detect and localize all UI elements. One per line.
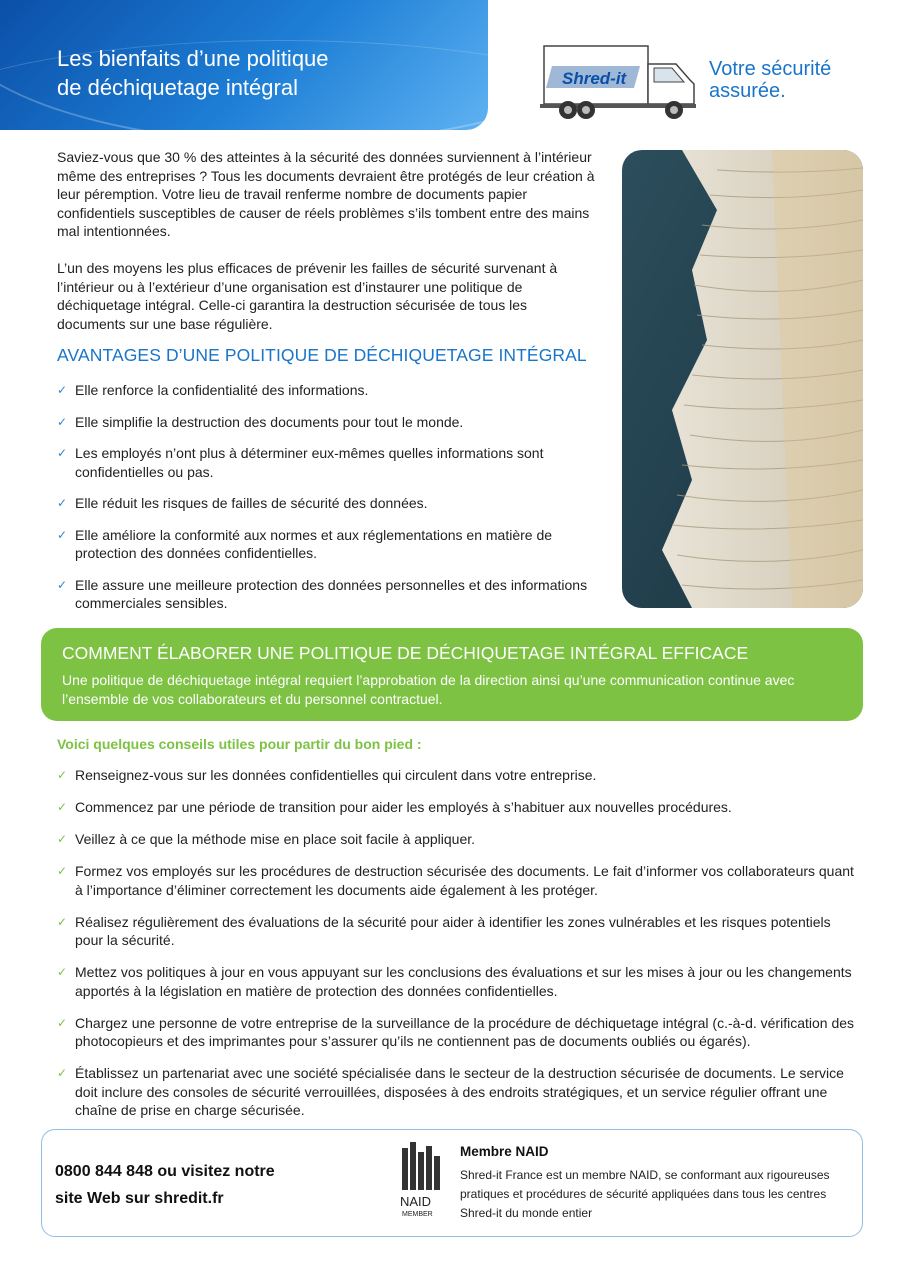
list-item-text: Chargez une personne de votre entreprise de la surveillance de la procédure de déchiquetage intégral (c.-à-d. vérification des photocopieurs et des imprimantes pour s’assurer qu’ils ne contiennent pas de documents oubliés ou égarés). <box>75 1014 855 1049</box>
check-icon: ✓ <box>57 768 68 782</box>
naid-title: Membre NAID <box>460 1144 549 1159</box>
check-icon: ✓ <box>57 527 68 542</box>
list-item <box>57 381 597 400</box>
list-item-text: Elle assure une meilleure protection des données personnelles et des informations commerciales sensibles. <box>75 576 588 611</box>
tips-title: Voici quelques conseils utiles pour partir du bon pied : <box>57 736 422 752</box>
list-item <box>57 913 857 950</box>
naid-text: Shred-it France est un membre NAID, se conformant aux rigoureuses pratiques et procédures de sécurité appliquées dans tous les centres Shred-it du monde entier <box>460 1168 830 1220</box>
naid-logo <box>400 1142 442 1218</box>
naid-logo-text: NAID <box>400 1194 432 1209</box>
intro-paragraph-2: L’un des moyens les plus efficaces de prévenir les failles de sécurité survenant à l’intérieur ou à l’extérieur d’une organisation est d’instaurer une politique de déchiquetage intégral. Celle-ci garantira la destruction sécurisée de tous les documents sur une base régulière. <box>57 260 558 332</box>
list-item-text: Elle simplifie la destruction des documents pour tout le monde. <box>75 413 464 430</box>
page-title-line2: de déchiquetage intégral <box>57 75 298 100</box>
page-title <box>57 44 329 102</box>
check-icon: ✓ <box>57 383 68 397</box>
list-item <box>57 1064 857 1120</box>
list-item <box>57 963 857 1000</box>
page-title-line1: Les bienfaits d’une politique <box>57 46 329 71</box>
list-item-text: Veillez à ce que la méthode mise en place soit facile à appliquer. <box>75 831 476 847</box>
list-item-text: Elle améliore la conformité aux normes et aux réglementations en matière de protection des données confidentielles. <box>75 526 553 561</box>
tagline-line2: assurée. <box>709 80 786 102</box>
shredit-truck-logo <box>540 44 700 122</box>
truck-logo-text: Shred-it <box>562 69 627 88</box>
footer-box <box>41 1129 863 1237</box>
check-icon: ✓ <box>57 496 68 510</box>
check-icon: ✓ <box>57 1066 68 1080</box>
list-item <box>57 830 857 849</box>
intro-paragraph-1: Saviez-vous que 30 % des atteintes à la sécurité des données surviennent à l’intérieur même des entreprises ? Tous les documents devraient être protégés de leur création à leur péremption. Votre lieu de travail renferme nombre de documents papier confidentiels susceptibles de causer de réels problèmes s’ils tombent entre des mains mal intentionnées. <box>57 149 595 239</box>
advantages-list <box>57 381 597 626</box>
list-item-text: Réalisez régulièrement des évaluations de la sécurité pour aider à identifier les zones vulnérables et les risques potentiels pour la sécurité. <box>75 913 831 948</box>
list-item <box>57 1014 857 1051</box>
list-item-text: Mettez vos politiques à jour en vous appuyant sur les conclusions des évaluations et sur les mises à jour ou les changements apportés à la législation en matière de protection des données confidentielles. <box>75 964 852 999</box>
list-item-text: Renseignez-vous sur les données confidentielles qui circulent dans votre entreprise. <box>75 767 597 783</box>
how-to-text: Une politique de déchiquetage intégral requiert l’approbation de la direction ainsi qu’une communication continue avec l’ensemble de vos collaborateurs et du personnel contractuel. <box>62 672 795 707</box>
list-item-text: Elle renforce la confidentialité des informations. <box>75 382 369 398</box>
list-item <box>57 413 597 432</box>
advantages-title: AVANTAGES D’UNE POLITIQUE DE DÉCHIQUETAGE INTÉGRAL <box>57 345 587 365</box>
check-icon: ✓ <box>57 914 68 929</box>
list-item <box>57 862 857 899</box>
check-icon: ✓ <box>57 864 68 878</box>
list-item <box>57 444 597 481</box>
check-icon: ✓ <box>57 832 68 846</box>
list-item-text: Commencez par une période de transition pour aider les employés à s’habituer aux nouvelles procédures. <box>75 799 732 815</box>
list-item <box>57 494 597 513</box>
list-item <box>57 526 597 563</box>
list-item-text: Elle réduit les risques de failles de sécurité des données. <box>75 495 428 511</box>
contact-line-2: site Web sur shredit.fr <box>55 1190 224 1207</box>
contact-info <box>55 1158 275 1212</box>
contact-line-1: 0800 844 848 ou visitez notre <box>55 1163 275 1180</box>
check-icon: ✓ <box>57 1015 68 1030</box>
tagline <box>709 58 831 102</box>
list-item <box>57 798 857 817</box>
list-item-text: Établissez un partenariat avec une société spécialisée dans le secteur de la destruction sécurisée de documents. Le service doit inclure des consoles de sécurité verrouillées, disposées à des endroits stratégiques, et un service régulier offrant une chaîne de prise en charge sécurisée. <box>75 1065 844 1118</box>
check-icon: ✓ <box>57 414 68 429</box>
check-icon: ✓ <box>57 965 68 979</box>
list-item <box>57 576 597 613</box>
naid-logo-subtext: MEMBER <box>402 1211 433 1218</box>
list-item <box>57 766 857 785</box>
list-item-text: Les employés n’ont plus à déterminer eux-mêmes quelles informations sont confidentielles ou pas. <box>75 445 544 480</box>
tips-list <box>57 766 857 1133</box>
tagline-line1: Votre sécurité <box>709 58 832 80</box>
check-icon: ✓ <box>57 800 68 814</box>
check-icon: ✓ <box>57 446 68 460</box>
paper-stack-photo <box>622 150 863 608</box>
check-icon: ✓ <box>57 577 68 592</box>
list-item-text: Formez vos employés sur les procédures de destruction sécurisée des documents. Le fait d’informer vos collaborateurs quant à l’importance d’éliminer correctement les documents aide également à les protéger. <box>75 863 854 898</box>
header-banner <box>0 0 488 130</box>
how-to-title: COMMENT ÉLABORER UNE POLITIQUE DE DÉCHIQUETAGE INTÉGRAL EFFICACE <box>62 643 749 663</box>
how-to-callout <box>41 628 863 721</box>
